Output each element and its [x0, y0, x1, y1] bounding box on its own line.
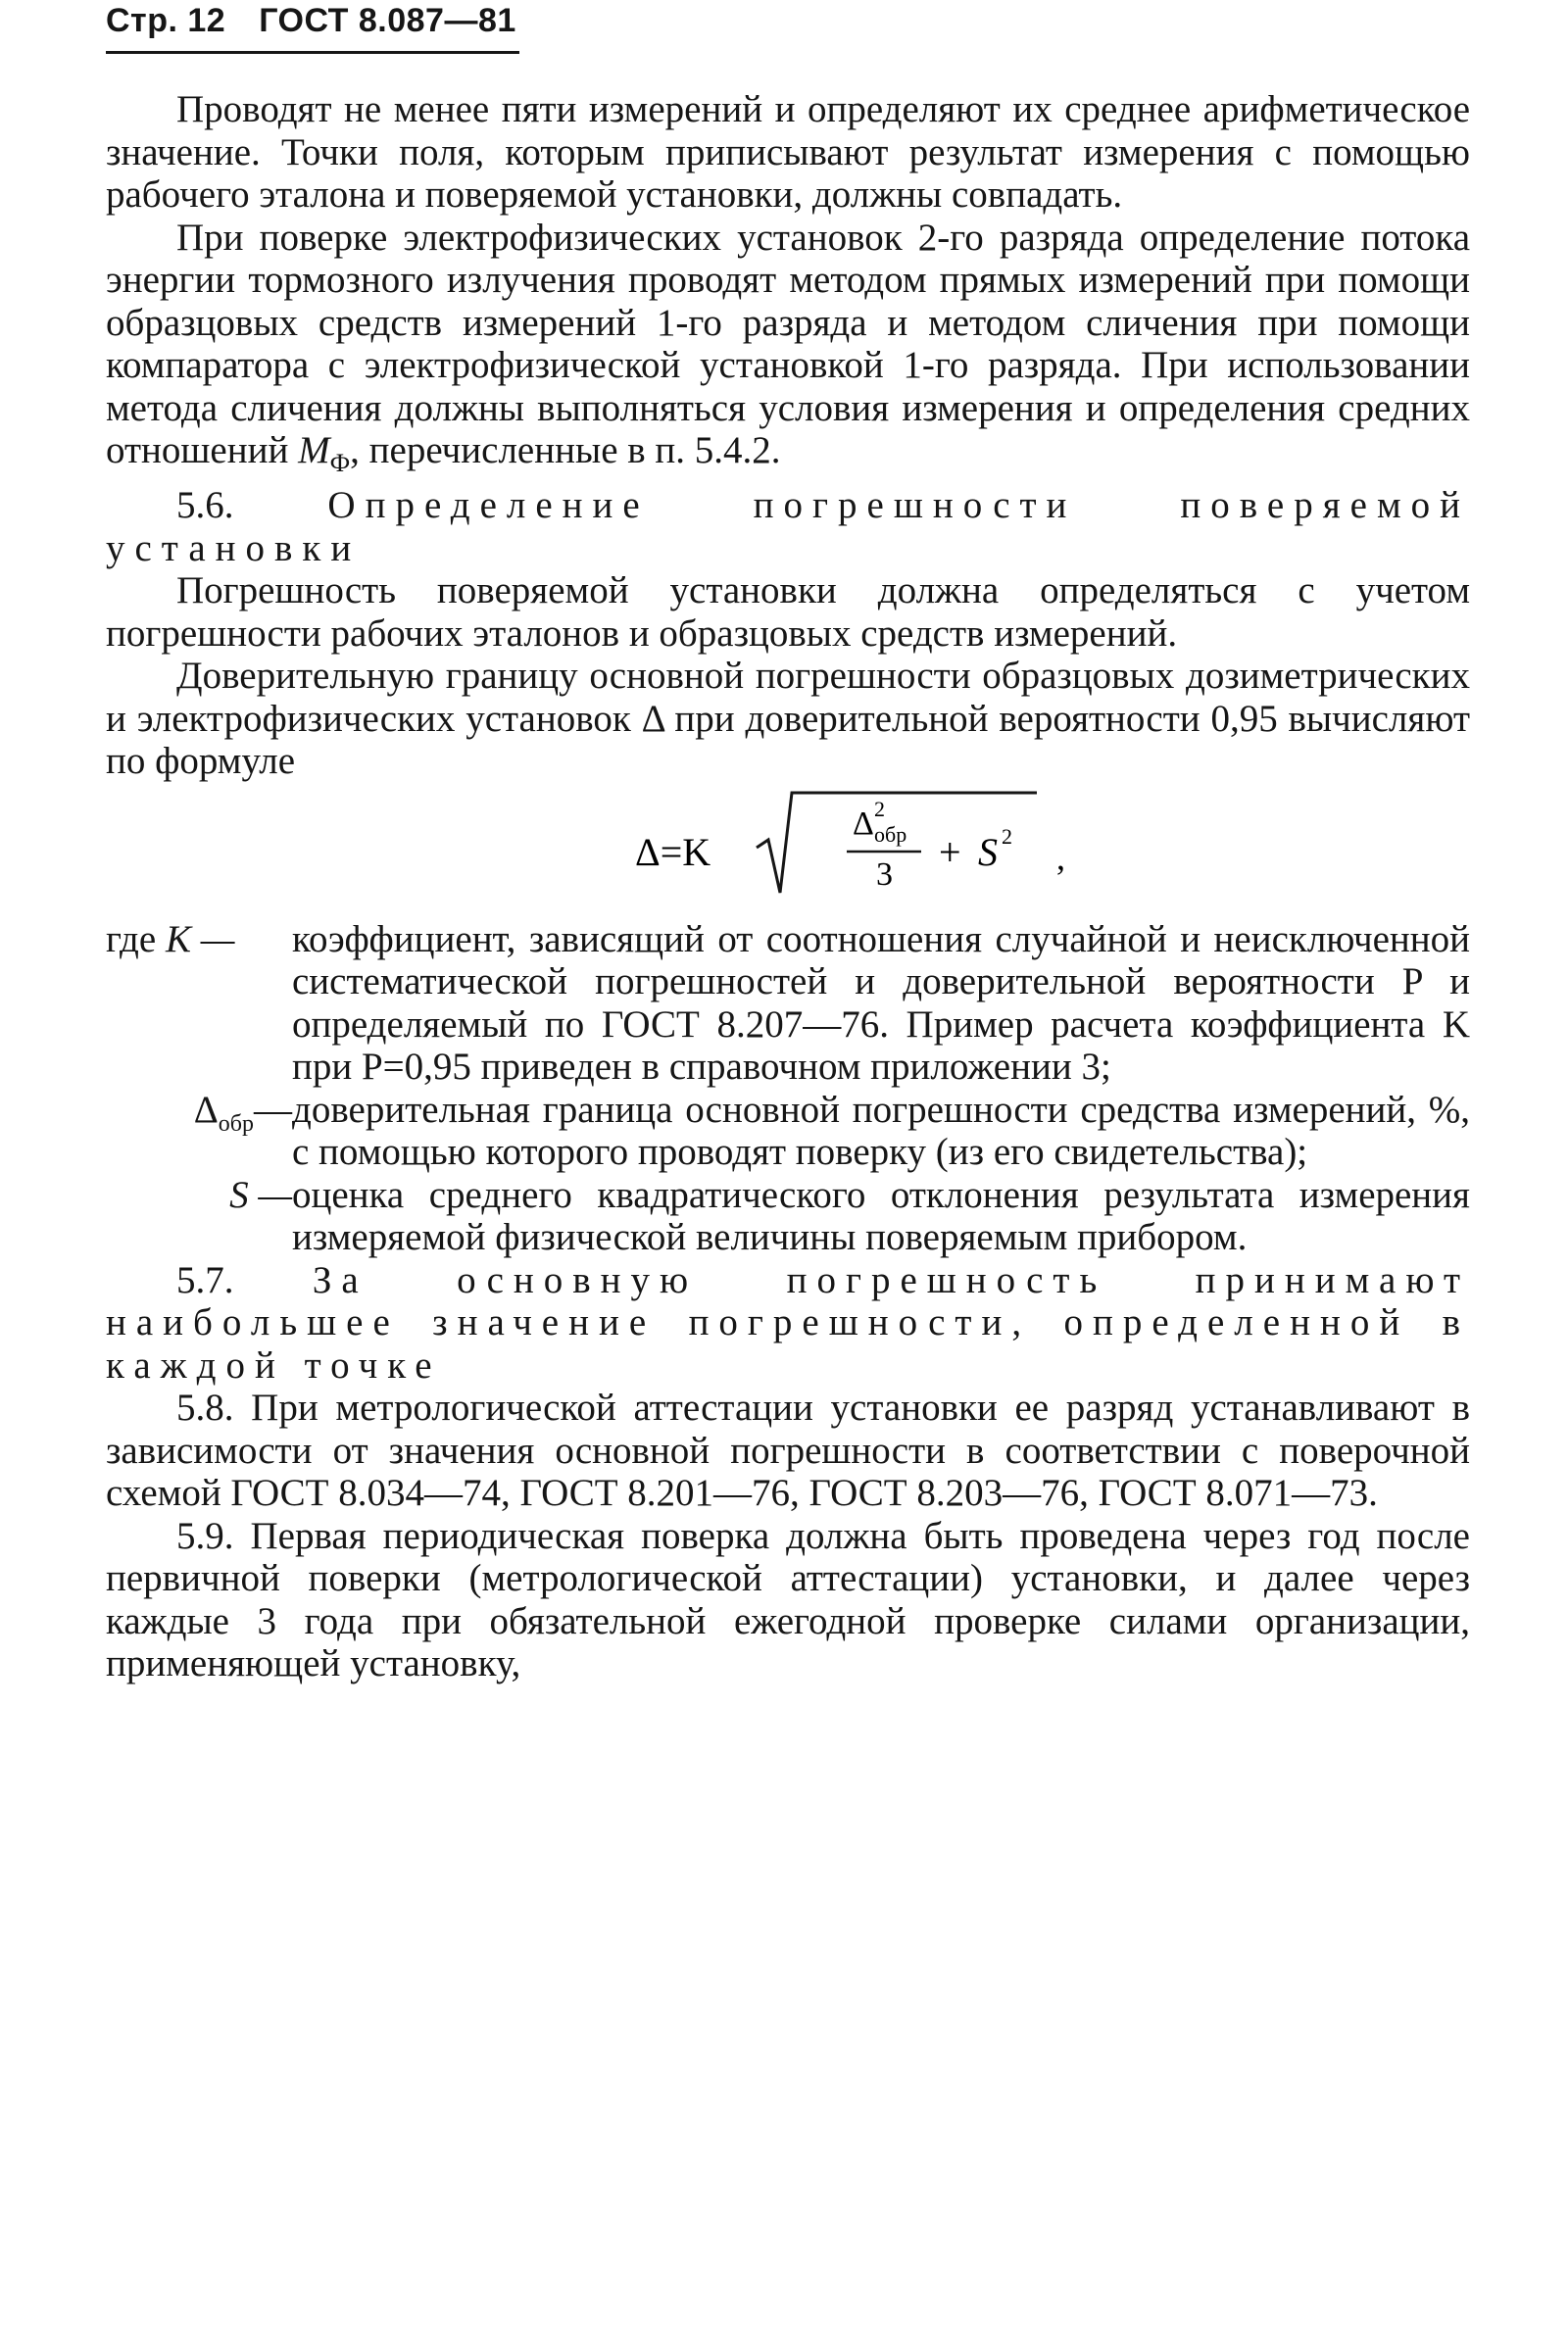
definition-symbol-delta-sub: обр — [218, 1110, 254, 1137]
symbol-m-subscript: Ф — [329, 448, 351, 477]
formula-delta-sub: обр — [874, 821, 907, 847]
page-number: Стр. 12 — [106, 2, 226, 39]
standard-code: ГОСТ 8.087—81 — [259, 2, 516, 39]
page-header — [106, 2, 516, 40]
definition-text-delta: доверительная граница основной погрешности средства измерений, %, с помощью которого проводят поверку (из его свидетельства); — [292, 1088, 1470, 1174]
definition-text-s: оценка среднего квадратического отклонения результата измерения измеряемой физической величины поверяемым прибором. — [292, 1173, 1470, 1259]
section-5-7 — [106, 1259, 1470, 1388]
definition-k — [106, 918, 1470, 1089]
definition-text-k: коэффициент, зависящий от соотношения случайной и неисключенной систематической погрешностей и доверительной вероятности P и определяемый по ГОСТ 8.207—76. Пример расчета коэффициента K при P=0,95 приведен в справочном приложении 3; — [292, 917, 1470, 1089]
formula-s: S — [978, 829, 998, 874]
formula-plus: + — [939, 829, 961, 874]
definition-delta — [106, 1089, 1470, 1174]
formula-delta-sup: 2 — [874, 796, 885, 821]
formula-definitions — [106, 918, 1470, 1259]
section-text: За основную погрешность принимают наибольшее значение погрешности, определенной в каждой точке — [106, 1258, 1471, 1387]
formula-graphic — [106, 783, 1470, 910]
paragraph-error-determination: Погрешность поверяемой установки должна определяться с учетом погрешности рабочих эталонов и образцовых средств измерений. — [106, 569, 1470, 655]
definition-symbol-delta: Δ — [193, 1088, 219, 1131]
paragraph-text-end: , перечисленные в п. 5.4.2. — [350, 429, 781, 471]
section-number: 5.6. — [176, 484, 234, 527]
paragraph-measurements: Проводят не менее пяти измерений и определяют их среднее арифметическое значение. Точки поля, которым приписывают результат измерения с помощью рабочего эталона и поверяемой установки, должны совпадать. — [106, 88, 1470, 216]
document-page — [106, 0, 1470, 2342]
definition-dash: — — [254, 1088, 292, 1131]
formula-delta: Δ — [853, 805, 874, 842]
paragraph-text: При поверке электрофизических установок 2-го разряда определение потока энергии тормозного излучения проводят методом прямых измерений при помощи образцовых средств измерений 1-го разряда и методом сличения при помощи компаратора с электрофизической установкой 1-го разряда. При использовании метода сличения должны выполняться условия измерения и определения средних отношений — [106, 216, 1470, 471]
paragraph-verification-2nd-grade — [106, 217, 1470, 485]
formula-comma: , — [1056, 837, 1065, 877]
formula-block — [106, 783, 1470, 910]
formula-lhs: Δ=K — [635, 829, 711, 874]
header-rule — [106, 51, 519, 54]
definition-symbol-k: K — — [165, 917, 235, 960]
symbol-m: M — [298, 429, 330, 471]
definition-term-s: S — — [229, 1173, 292, 1216]
definition-term-k — [106, 918, 292, 961]
section-5-9: 5.9. Первая периодическая поверка должна быть проведена через год после первичной поверки (метрологической аттестации) установки, и далее через каждые 3 года при обязательной ежегодной проверке силами организации, применяющей установку, — [106, 1514, 1470, 1685]
definition-term-delta — [106, 1089, 292, 1146]
formula-denominator: 3 — [876, 855, 893, 893]
section-number: 5.7. — [176, 1258, 234, 1301]
document-body — [106, 88, 1470, 1685]
section-5-6-heading — [106, 484, 1470, 569]
section-5-8: 5.8. При метрологической аттестации установки ее разряд устанавливают в зависимости от значения основной погрешности в соответствии с поверочной схемой ГОСТ 8.034—74, ГОСТ 8.201—76, ГОСТ 8.203—76, ГОСТ 8.071—73. — [106, 1387, 1470, 1515]
section-title: Определение погрешности поверяемой установки — [106, 484, 1471, 569]
definition-prefix: где — [106, 917, 157, 960]
definition-s — [106, 1174, 1470, 1259]
paragraph-confidence-bound: Доверительную границу основной погрешности образцовых дозиметрических и электрофизических установок Δ при доверительной вероятности 0,95 вычисляют по формуле — [106, 655, 1470, 783]
formula-s-sup: 2 — [1002, 823, 1012, 849]
